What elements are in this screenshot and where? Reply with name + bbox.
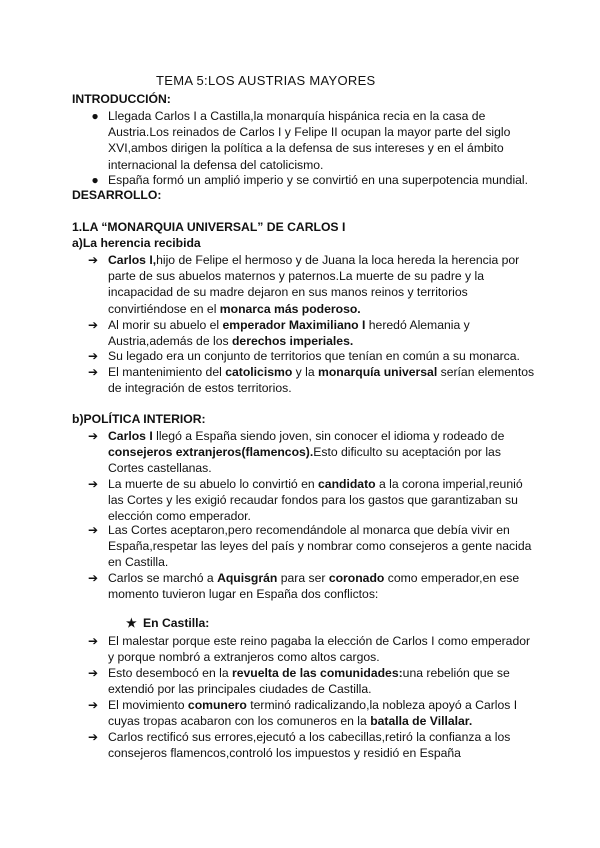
castilla-item-3: ➔ El movimiento comunero terminó radicalizando,la nobleza apoyó a Carlos I cuyas tropas acabaron con los comuneros en la batalla de Villalar. xyxy=(87,698,518,729)
herencia-item-4: ➔ El mantenimiento del catolicismo y la monarquía universal serían elementos de integración de estos territorios. xyxy=(87,365,535,396)
castilla-heading: ★ En Castilla: xyxy=(126,616,210,630)
herencia-item-2: ➔ Al morir su abuelo el emperador Maximiliano I heredó Alemania y Austria,además de los derechos imperiales. xyxy=(87,318,470,349)
politica-item-1: ➔ Carlos I llegó a España siendo joven, sin conocer el idioma y rodeado de consejeros extranjeros(flamencos).Esto dificulto su aceptación por las Cortes castellanas. xyxy=(87,429,505,476)
bullet-dot-icon: ● xyxy=(91,173,99,187)
bullet-dot-icon: ● xyxy=(91,109,99,123)
arrow-right-icon: ➔ xyxy=(87,429,99,443)
arrow-right-icon: ➔ xyxy=(87,571,99,585)
arrow-right-icon: ➔ xyxy=(87,253,99,267)
arrow-right-icon: ➔ xyxy=(87,318,99,332)
herencia-item-1: ➔ Carlos I,hijo de Felipe el hermoso y de Juana la loca hereda la herencia por parte de sus abuelos maternos y paternos.La muerte de su padre y la incapacidad de su madre dejaron en sus manos reinos y territorios convirtiéndose en el monarca más poderoso. xyxy=(87,253,520,316)
intro-bullet-2: ● España formó un amplió imperio y se convirtió en una superpotencia mundial. xyxy=(108,172,538,188)
arrow-right-icon: ➔ xyxy=(87,730,99,744)
castilla-item-2: ➔ Esto desembocó en la revuelta de las comunidades:una rebelión que se extendió por las principales ciudades de Castilla. xyxy=(87,666,510,697)
politica-item-3: ➔ Las Cortes aceptaron,pero recomendándole al monarca que debía vivir en España,respetar las leyes del país y nombrar como consejeros a gente nacida en Castilla. xyxy=(87,523,532,570)
arrow-right-icon: ➔ xyxy=(87,523,99,537)
intro-heading: INTRODUCCIÓN: xyxy=(72,92,171,106)
arrow-right-icon: ➔ xyxy=(87,634,99,648)
castilla-item-1: ➔ El malestar porque este reino pagaba la elección de Carlos I como emperador y porque nombró a extranjeros como altos cargos. xyxy=(87,634,531,665)
arrow-right-icon: ➔ xyxy=(87,477,99,491)
politica-item-2: ➔ La muerte de su abuelo lo convirtió en candidato a la corona imperial,reunió las Cortes y les exigió recaudar fondos para los gastos que garantizaban su elección como emperador. xyxy=(87,477,523,524)
castilla-item-4: ➔ Carlos rectificó sus errores,ejecutó a los cabecillas,retiró la confianza a los consejeros flamencos,controló los impuestos y residió en España xyxy=(87,730,511,761)
star-icon: ★ xyxy=(126,616,137,630)
arrow-right-icon: ➔ xyxy=(87,698,99,712)
intro-bullet-1: ● Llegada Carlos I a Castilla,la monarquía hispánica recia en la casa de Austria.Los reinados de Carlos I y Felipe II ocupan la mayor parte del siglo XVI,ambos dirigen la política a la defensa de sus intereses y en el ámbito internacional la defensa del catolicismo. xyxy=(108,108,538,173)
arrow-right-icon: ➔ xyxy=(87,365,99,379)
subsection-b-heading: b)POLÍTICA INTERIOR: xyxy=(72,412,206,426)
arrow-right-icon: ➔ xyxy=(87,666,99,680)
politica-item-4: ➔ Carlos se marchó a Aquisgrán para ser coronado como emperador,en ese momento tuvieron lugar en España dos conflictos: xyxy=(87,571,520,602)
document-title: TEMA 5:LOS AUSTRIAS MAYORES xyxy=(156,73,376,88)
desarrollo-heading: DESARROLLO: xyxy=(72,188,162,202)
subsection-a-heading: a)La herencia recibida xyxy=(72,236,201,250)
section1-heading: 1.LA “MONARQUIA UNIVERSAL” DE CARLOS I xyxy=(72,220,346,234)
arrow-right-icon: ➔ xyxy=(87,349,99,363)
herencia-item-3: ➔ Su legado era un conjunto de territorios que tenían en común a su monarca. xyxy=(87,349,520,363)
